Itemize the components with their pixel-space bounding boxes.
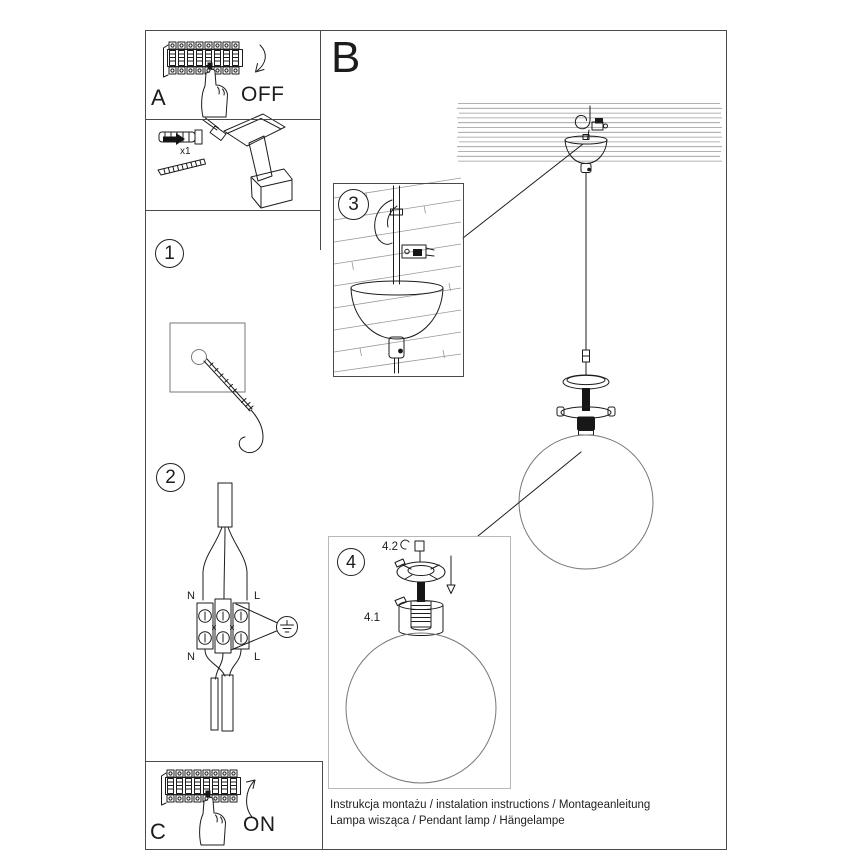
divider-tools-steps	[145, 210, 321, 211]
step3-badge	[338, 189, 369, 220]
panel-c-label: C	[150, 819, 166, 844]
wire-label-n-bottom: N	[187, 651, 195, 663]
section-b-label: B	[331, 33, 361, 82]
anchor-quantity-label: x1	[180, 146, 191, 157]
on-label: ON	[243, 813, 276, 836]
step2-badge	[156, 463, 185, 492]
callout-4-2: 4.2	[382, 541, 398, 553]
step3-number: 3	[348, 193, 359, 215]
step1-badge	[155, 239, 184, 268]
panel-c-box	[145, 761, 323, 850]
wire-label-n-top: N	[187, 590, 195, 602]
footer-line2: Lampa wisząca / Pendant lamp / Hängelampe	[330, 814, 565, 827]
off-label: OFF	[241, 83, 285, 106]
footer-line1: Instrukcja montażu / instalation instructions / Montageanleitung	[330, 799, 651, 811]
wire-label-l-top: L	[254, 590, 261, 602]
step4-badge	[337, 548, 365, 576]
divider-a-tools	[145, 119, 321, 120]
panel-a-label: A	[151, 85, 166, 110]
footer	[330, 798, 650, 829]
divider-left-column	[320, 30, 321, 250]
step2-number: 2	[165, 466, 176, 488]
step1-number: 1	[164, 242, 175, 264]
step4-number: 4	[345, 551, 356, 572]
wire-label-l-bottom: L	[254, 651, 261, 663]
callout-4-1: 4.1	[364, 612, 380, 624]
